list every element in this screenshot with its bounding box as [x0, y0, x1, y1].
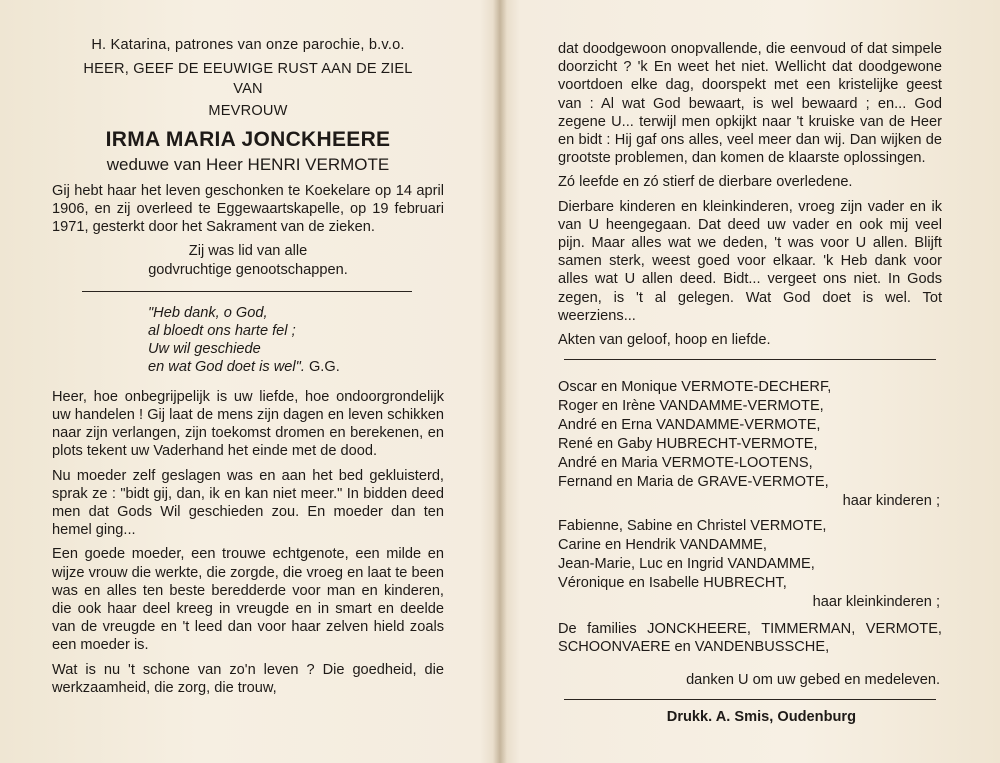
list-item: André en Maria VERMOTE-LOOTENS, [558, 455, 813, 472]
quote-block [148, 304, 444, 376]
paragraph: Akten van geloof, hoop en liefde. [558, 332, 771, 349]
children-label: haar kinderen ; [842, 493, 940, 510]
grandchildren-label: haar kleinkinderen ; [812, 594, 940, 611]
list-item: André en Erna VANDAMME-VERMOTE, [558, 417, 821, 434]
printer-credit: Drukk. A. Smis, Oudenburg [666, 708, 856, 725]
paragraph: Nu moeder zelf geslagen was en aan het bed gekluisterd, sprak ze : "bidt gij, dan, ik en kan niet meer." In bidden deed men dat Gods Wil geschieden zou. En moeder dan ten hemel ging... [52, 467, 444, 539]
biography: Gij hebt haar het leven geschonken te Koekelare op 14 april 1906, en zij overleed te Eggewaartskapelle, op 19 februari 1971, gesterkt door het Sakrament van de zieken. [52, 182, 444, 236]
paragraph: Een goede moeder, een trouwe echtgenote, een milde en wijze vrouw die werkte, die zorgde, die vroeg en laat te been was en alles ten beste beredderde voor man en kinderen, die ook haar deel kreeg in vreugde en in smart en deelde van de vreugde en 't leed dan voor haar zelven hield zoals een moeder is. [52, 546, 444, 654]
mevrouw-line: MEVROUW [208, 102, 288, 119]
children-list [558, 378, 942, 511]
divider [82, 291, 412, 292]
grandchildren-list [558, 517, 942, 612]
divider [564, 699, 936, 700]
divider [564, 359, 936, 360]
quote-line: Uw wil geschiede [148, 340, 261, 357]
patron-line: H. Katarina, patrones van onze parochie, b.v.o. [91, 37, 405, 53]
families-line: De families JONCKHEERE, TIMMERMAN, VERMOTE, SCHOONVAERE en VANDENBUSSCHE, [558, 621, 942, 656]
center-fold [493, 0, 507, 763]
quote-signature: G.G. [308, 358, 340, 375]
list-item: Roger en Irène VANDAMME-VERMOTE, [558, 398, 824, 415]
prayer-line: HEER, GEEF DE EEUWIGE RUST AAN DE ZIEL [83, 61, 413, 78]
paragraph: Wat is nu 't schone van zo'n leven ? Die goedheid, die werkzaamheid, die zorg, die trouw, [52, 661, 444, 696]
thanks-line: danken U om uw gebed en medeleven. [686, 671, 940, 688]
list-item: Fernand en Maria de GRAVE-VERMOTE, [558, 474, 829, 491]
membership-line-2: godvruchtige genootschappen. [148, 261, 348, 278]
paragraph: Zó leefde en zó stierf de dierbare overledene. [558, 174, 853, 191]
list-item: Véronique en Isabelle HUBRECHT, [558, 575, 787, 592]
list-item: Jean-Marie, Luc en Ingrid VANDAMME, [558, 556, 815, 573]
list-item: René en Gaby HUBRECHT-VERMOTE, [558, 436, 818, 453]
left-page [52, 36, 444, 703]
deceased-name: IRMA MARIA JONCKHEERE [105, 127, 391, 151]
paragraph: dat doodgewoon onopvallende, die eenvoud of dat simpele doorzicht ? 'k En weet het niet. Wellicht dat doodgewone voortdoen elke dag, doorspekt met een kristelijke geest van : Al wat God bewaart, is wel bewaard ; en... God zegene U... terwijl men opkijkt naar 't kruiske van de Heer en bidt : Hij gaf ons alles, veel meer dan wij. Dan wijken de grootste problemen, dan komen de klaarste oplossingen. [558, 41, 942, 167]
right-page [558, 40, 942, 726]
van-line: VAN [233, 81, 263, 98]
quote-line: "Heb dank, o God, [148, 304, 268, 321]
list-item: Fabienne, Sabine en Christel VERMOTE, [558, 518, 827, 535]
membership-line-1: Zij was lid van alle [188, 243, 308, 260]
widow-of-line: weduwe van Heer HENRI VERMOTE [106, 154, 390, 174]
list-item: Oscar en Monique VERMOTE-DECHERF, [558, 379, 832, 396]
list-item: Carine en Hendrik VANDAMME, [558, 537, 767, 554]
paragraph: Dierbare kinderen en kleinkinderen, vroeg zijn vader en ik van U heengegaan. Dat deed uw vader en ook mij veel pijn. Maar alles wat we deden, 't was voor U allen. Blijft samen sterk, weest goed voor elkaar. 'k Heb dank voor alles wat U allen deed. Bidt... vergeet ons niet. In Gods zegen, is 't al gelegen. Wat God doet is wel. Tot weerziens... [558, 198, 942, 324]
quote-line: en wat God doet is wel". G.G. [148, 358, 340, 375]
quote-line: al bloedt ons harte fel ; [148, 322, 296, 339]
paragraph: Heer, hoe onbegrijpelijk is uw liefde, hoe ondoorgrondelijk uw handelen ! Gij laat de mens zijn dagen en leven schikken naar zijn verlangen, zijn toekomst dromen en berekenen, en plots tekent uw Vaderhand het einde met de dood. [52, 388, 444, 460]
